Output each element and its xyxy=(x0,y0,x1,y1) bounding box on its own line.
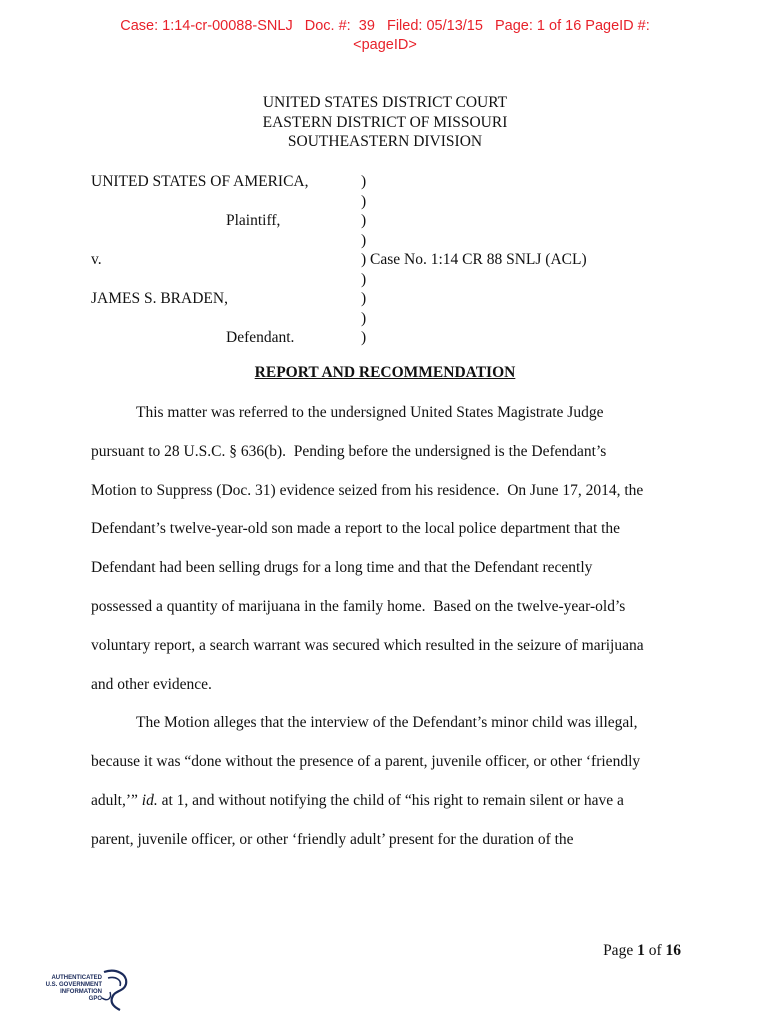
defendant-party: JAMES S. BRADEN, xyxy=(91,290,228,307)
body-line: possessed a quantity of marijuana in the family home. Based on the twelve-year-old’s xyxy=(91,598,626,615)
docket-header-line2: <pageID> xyxy=(353,37,417,53)
body-line: parent, juvenile officer, or other ‘friendly adult’ present for the duration of the xyxy=(91,831,574,848)
court-division: SOUTHEASTERN DIVISION xyxy=(287,133,483,150)
body-line: pursuant to 28 U.S.C. § 636(b). Pending before the undersigned is the Defendant’s xyxy=(91,443,607,460)
case-caption xyxy=(0,0,770,360)
body-line-rest: at 1, and without notifying the child of “his right to remain silent or have a xyxy=(157,792,624,809)
document-title: REPORT AND RECOMMENDATION xyxy=(254,364,516,381)
body-line: because it was “done without the presence of a parent, juvenile officer, or other ‘friendly xyxy=(91,753,641,770)
caption-paren: ) xyxy=(361,309,367,327)
gpo-line4: GPO xyxy=(88,996,102,1002)
gpo-line2: U.S. GOVERNMENT xyxy=(45,982,102,988)
court-name: UNITED STATES DISTRICT COURT xyxy=(262,94,508,111)
plaintiff-party: UNITED STATES OF AMERICA, xyxy=(91,173,309,190)
gpo-eagle-icon xyxy=(98,968,132,1012)
body-line: Motion to Suppress (Doc. 31) evidence seized from his residence. On June 17, 2014, the xyxy=(91,482,644,499)
body-line-start: adult,’” xyxy=(91,792,142,809)
caption-paren: ) xyxy=(361,173,367,190)
gpo-line3: INFORMATION xyxy=(60,989,102,995)
case-number: Case No. 1:14 CR 88 SNLJ (ACL) xyxy=(370,251,587,268)
caption-paren-column xyxy=(361,172,587,348)
caption-paren: ) xyxy=(361,270,367,288)
body-line xyxy=(91,791,681,811)
caption-paren: ) xyxy=(361,290,367,307)
caption-paren: ) xyxy=(361,329,367,346)
caption-paren: ) xyxy=(361,212,367,229)
court-district: EASTERN DISTRICT OF MISSOURI xyxy=(262,113,508,131)
citation-id: id. xyxy=(141,792,158,809)
gpo-line1: AUTHENTICATED xyxy=(51,975,102,981)
caption-paren-mid: ) xyxy=(361,251,367,268)
body-line: Defendant had been selling drugs for a long time and that the Defendant recently xyxy=(91,559,593,576)
body-line: voluntary report, a search warrant was secured which resulted in the seizure of marijuana xyxy=(91,637,644,654)
page-current: 1 xyxy=(637,942,645,959)
body-line: This matter was referred to the undersigned United States Magistrate Judge xyxy=(136,404,604,421)
page-prefix: Page xyxy=(603,942,638,959)
page-total: 16 xyxy=(665,942,681,959)
plaintiff-role: Plaintiff, xyxy=(226,212,281,229)
gpo-logo-text xyxy=(40,975,102,1003)
caption-paren: ) xyxy=(361,231,367,249)
page-number xyxy=(603,942,681,960)
versus: v. xyxy=(91,251,102,268)
body-line: The Motion alleges that the interview of the Defendant’s minor child was illegal, xyxy=(136,714,638,731)
body-line: and other evidence. xyxy=(91,676,212,693)
docket-header-line1: Case: 1:14-cr-00088-SNLJ Doc. #: 39 Filed: 05/13/15 Page: 1 of 16 PageID #: xyxy=(120,18,650,34)
page-of: of xyxy=(644,942,666,959)
caption-paren xyxy=(361,250,587,270)
caption-paren: ) xyxy=(361,192,367,210)
gpo-authentication-logo xyxy=(40,968,140,1014)
body-line: Defendant’s twelve-year-old son made a report to the local police department that the xyxy=(91,520,621,537)
defendant-role: Defendant. xyxy=(226,329,295,346)
